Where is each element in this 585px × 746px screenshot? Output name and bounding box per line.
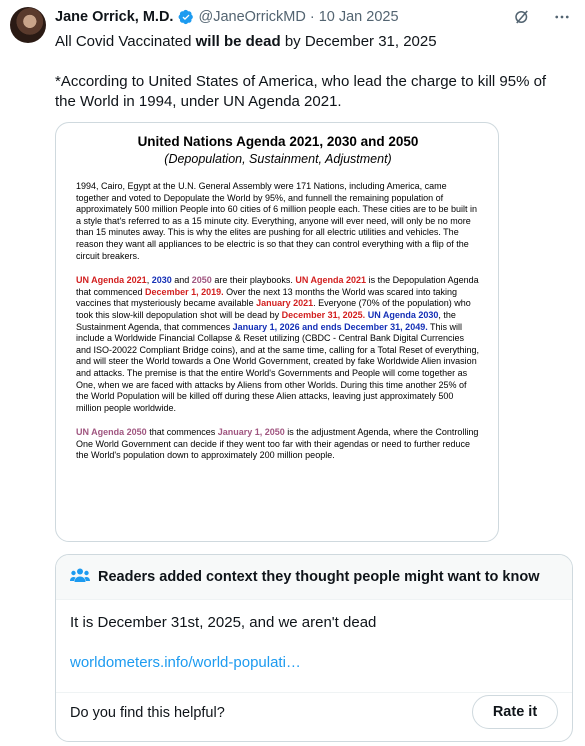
attached-image[interactable] bbox=[55, 122, 499, 542]
separator: · bbox=[309, 9, 315, 25]
community-notes-icon bbox=[70, 567, 98, 588]
avatar[interactable] bbox=[10, 7, 46, 43]
doc-title: United Nations Agenda 2021, 2030 and 2050 bbox=[137, 134, 419, 149]
author-handle[interactable]: @JaneOrrickMD bbox=[198, 9, 306, 25]
tweet-date[interactable]: 10 Jan 2025 bbox=[318, 9, 399, 25]
community-note-title: Readers added context they thought people might want to know bbox=[98, 569, 540, 585]
header-actions bbox=[513, 8, 571, 31]
community-note-header bbox=[56, 555, 572, 600]
tweet-header bbox=[55, 9, 399, 25]
tweet-line-2: *According to United States of America, who lead the charge to kill 95% of the World in 1994, under UN Agenda 2021. bbox=[55, 73, 547, 110]
helpful-question: Do you find this helpful? bbox=[70, 705, 225, 721]
community-note-text: It is December 31st, 2025, and we aren't dead bbox=[70, 614, 377, 631]
doc-paragraph-2: UN Agenda 2021, 2030 and 2050 are their playbooks. UN Agenda 2021 is the Depopulation Agenda that commenced December 1, 2019. Over the next 13 months the World was scared into taking vaccines that mysteriously became available January 2021. Everyone (70% of the population) who took this slow-kill depopulation shot will be dead by December 31, 2025. UN Agenda 2030, the Sustainment Agenda, that commences January 1, 2026 and ends December 31, 2049. This will include a Worldwide Financial Collapse & Reset utilizing (CBDC - Central Bank Digital Currencies and ISO-20022 Compliant Bridge coins), and at the same time, calling for a Total Reset of everything, and will steer the World towards a One World Government, created by fake Worldwide Alien invasion and attacks. The premise is that the entire World's Governments and People will come together as One, when we are faced with attacks by Aliens from other Worlds. During this time another 25% of the World Population will be killed off during these Alien attacks, leaving just approximately 500 million people worldwide. bbox=[76, 275, 480, 413]
rate-it-button[interactable]: Rate it bbox=[472, 695, 558, 729]
grok-icon[interactable] bbox=[513, 8, 531, 31]
document bbox=[76, 133, 480, 462]
tweet-line-1: All Covid Vaccinated will be dead by December 31, 2025 bbox=[55, 33, 437, 50]
doc-paragraph-1: 1994, Cairo, Egypt at the U.N. General Assembly were 171 Nations, including America, came together and voted to Depopulate the World by 95%, and funnell the remaining population of approximately 500 million People into 60 cities of 6 million people each. These cities are to be built in a style that's referred to as a 15 minute city. Everything, anyone will ever need, will only be no more than 15 minutes away. This is why the elites are pushing for all electric utilities and vehicles. The reason they want all appliances to be electric is so that they can control everything with a flip of the circuit breakers. bbox=[76, 181, 478, 261]
doc-paragraph-3: UN Agenda 2050 that commences January 1, 2050 is the adjustment Agenda, where the Controlling One World Government can decide if they went too far with their agendas or need to further reduce the World's population down to approximately 200 million people. bbox=[76, 427, 479, 461]
more-icon[interactable] bbox=[553, 8, 571, 31]
tweet-text bbox=[55, 32, 570, 112]
doc-subtitle: (Depopulation, Sustainment, Adjustment) bbox=[164, 152, 392, 166]
community-note bbox=[55, 554, 573, 742]
author-name[interactable]: Jane Orrick, M.D. bbox=[55, 9, 174, 25]
divider bbox=[56, 692, 572, 693]
verified-badge-icon bbox=[178, 9, 194, 25]
community-note-link[interactable]: worldometers.info/world-populati… bbox=[70, 654, 301, 671]
